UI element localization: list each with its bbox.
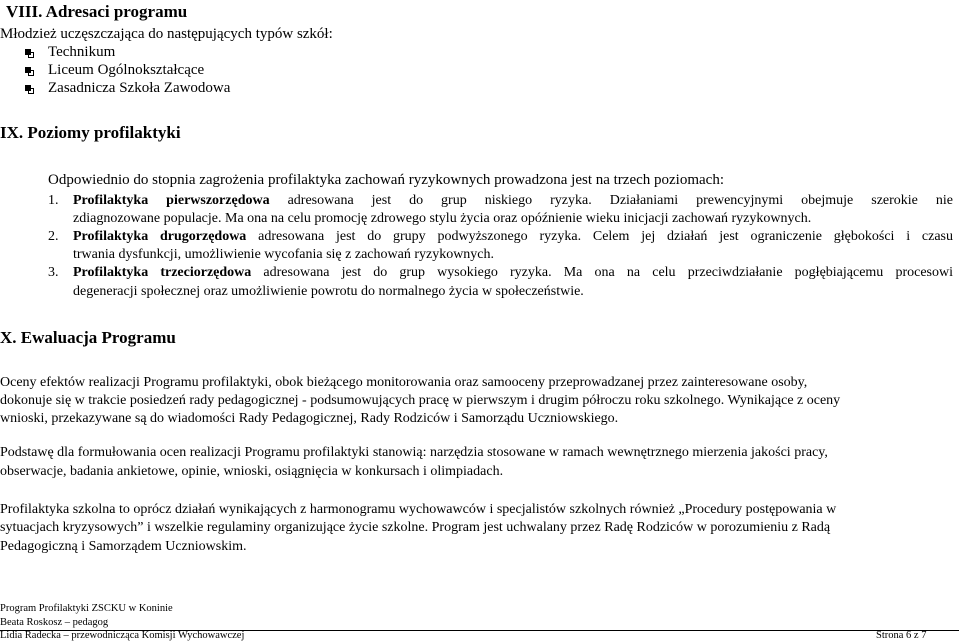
- ewaluacja-paragraph-3-line-2: sytuacjach kryzysowych” i wszelkie regulaminy organizujące życie szkolne. Program jest uchwalany przez Radę Rodziców w porozumieniu z Radą: [0, 520, 831, 535]
- list-item: Technikum: [48, 44, 116, 60]
- ewaluacja-paragraph-2-line-2: obserwacje, badania ankietowe, opinie, wnioski, osiągnięcia w konkursach i olimpiadach.: [0, 464, 504, 479]
- section-heading-poziomy: IX. Poziomy profilaktyki: [0, 123, 181, 142]
- level-3-title: Profilaktyka trzeciorzędowa: [73, 265, 252, 280]
- level-3-line-2: degeneracji społecznej oraz umożliwienie powrotu do normalnego życia w społeczeństwie.: [73, 284, 584, 299]
- footer-program: Program Profilaktyki ZSCKU w Koninie: [0, 603, 173, 614]
- bullet-icon: [25, 67, 34, 76]
- ewaluacja-paragraph-1-line-3: wnioski, przekazywane są do wiadomości Rady Pedagogicznej, Rady Rodziców i Samorządu Uczniowskiego.: [0, 411, 619, 426]
- ewaluacja-paragraph-1-line-2: dokonuje się w trakcie posiedzeń rady pedagogicznej - podsumowujących pracę w pierwszym i drugim półroczu roku szkolnego. Wynikające z oceny: [0, 393, 841, 408]
- level-1-text: adresowana jest do grup niskiego ryzyka. Działaniami prewencyjnymi obejmuje szerokie nie: [269, 193, 953, 208]
- ewaluacja-paragraph-1-line-1: Oceny efektów realizacji Programu profilaktyki, obok bieżącego monitorowania oraz samooceny przeprowadzanej przez zainteresowane osoby,: [0, 375, 808, 390]
- level-2-text: adresowana jest do grupy podwyższonego ryzyka. Celem jej działań jest ograniczenie głębokości i czasu: [246, 229, 953, 244]
- level-2-line-2: trwania dysfunkcji, umożliwienie wycofania się z zachowań ryzykownych.: [73, 247, 495, 262]
- list-item: Zasadnicza Szkoła Zawodowa: [48, 80, 231, 96]
- bullet-icon: [25, 49, 34, 58]
- page-number: Strona 6 z 7: [876, 630, 927, 641]
- footer-pedagog: Beata Roskosz – pedagog: [0, 617, 109, 628]
- level-1-line-1: [73, 193, 953, 209]
- adresaci-intro: Młodzież uczęszczająca do następujących typów szkół:: [0, 26, 333, 42]
- footer-komisja: Lidia Radecka – przewodnicząca Komisji Wychowawczej: [0, 630, 245, 641]
- list-item: Liceum Ogólnokształcące: [48, 62, 205, 78]
- ewaluacja-paragraph-3-line-1: Profilaktyka szkolna to oprócz działań wynikających z harmonogramu wychowawców i specjalistów szkolnych również „Procedury postępowania w: [0, 502, 837, 517]
- section-heading-ewaluacja: X. Ewaluacja Programu: [0, 328, 176, 347]
- level-3-number: 3.: [48, 265, 59, 280]
- level-3-text: adresowana jest do grup wysokiego ryzyka. Ma ona na celu przeciwdziałanie pogłębiającemu procesowi: [251, 265, 953, 280]
- level-1-number: 1.: [48, 193, 59, 208]
- level-2-number: 2.: [48, 229, 59, 244]
- bullet-icon: [25, 85, 34, 94]
- poziomy-intro: Odpowiednio do stopnia zagrożenia profilaktyka zachowań ryzykownych prowadzona jest na trzech poziomach:: [48, 172, 725, 188]
- level-3-line-1: [73, 265, 953, 281]
- level-2-line-1: [73, 229, 953, 245]
- ewaluacja-paragraph-2-line-1: Podstawę dla formułowania ocen realizacji Programu profilaktyki stanowią: narzędzia stosowane w ramach wewnętrznego mierzenia jakości pracy,: [0, 445, 828, 460]
- level-1-title: Profilaktyka pierwszorzędowa: [73, 193, 270, 208]
- section-heading-adresaci: VIII. Adresaci programu: [6, 2, 188, 21]
- level-2-title: Profilaktyka drugorzędowa: [73, 229, 247, 244]
- level-1-line-2: zdiagnozowane populacje. Ma ona na celu promocję zdrowego stylu życia oraz opóźnienie wieku inicjacji zachowań ryzykownych.: [73, 211, 812, 226]
- ewaluacja-paragraph-3-line-3: Pedagogiczną i Samorządem Uczniowskim.: [0, 539, 247, 554]
